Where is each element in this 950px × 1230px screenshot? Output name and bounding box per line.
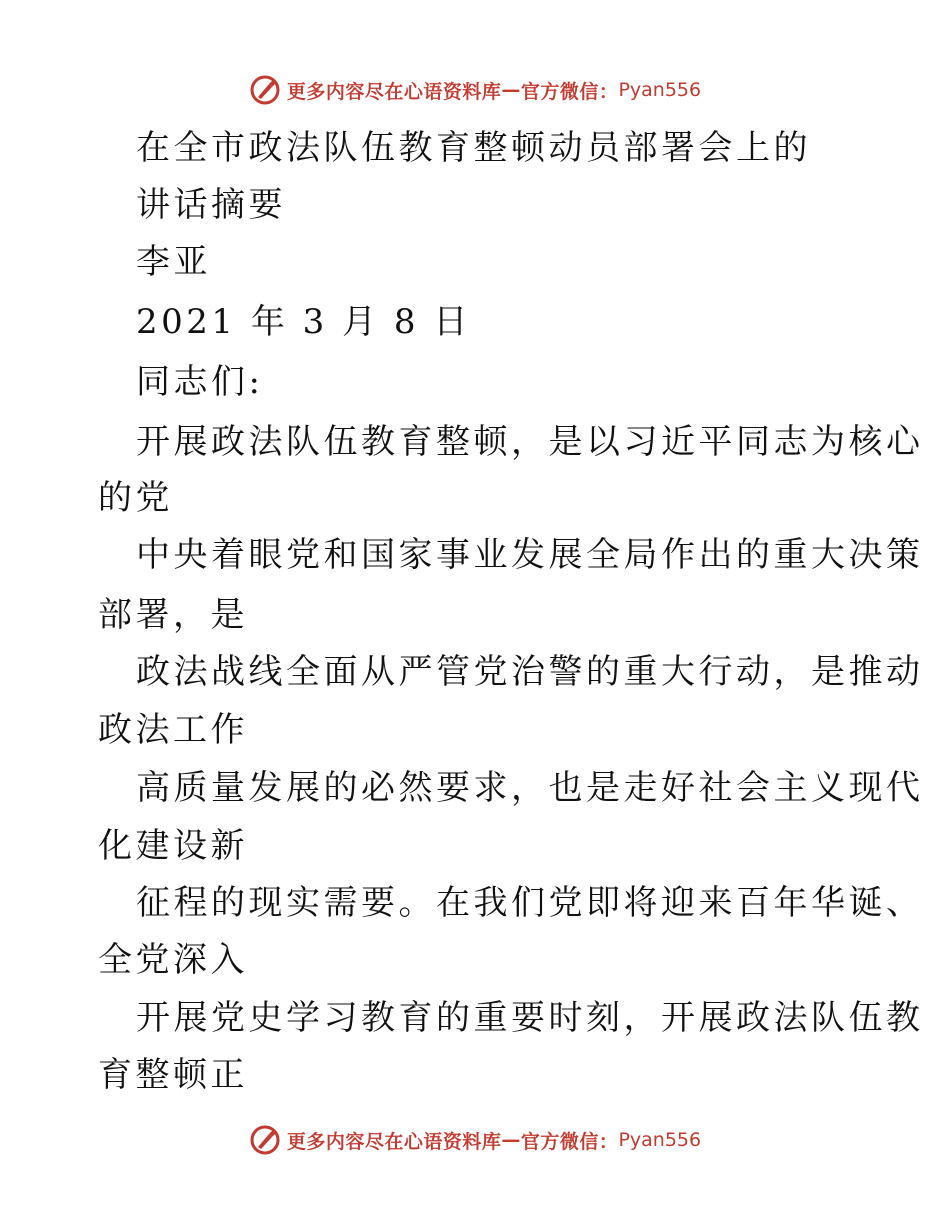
pen-seal-icon xyxy=(249,1124,281,1156)
doc-paragraph-line: 政法工作 xyxy=(98,710,248,750)
footer-banner xyxy=(0,1120,950,1160)
doc-paragraph-line: 高质量发展的必然要求，也是走好社会主义现代 xyxy=(136,768,924,808)
doc-paragraph-line: 政法战线全面从严管党治警的重大行动，是推动 xyxy=(136,652,924,692)
doc-paragraph-line: 开展党史学习教育的重要时刻，开展政法队伍教 xyxy=(136,998,924,1038)
banner-dash: — xyxy=(501,79,521,101)
banner-contact-label: 官方微信： xyxy=(520,80,619,103)
banner-title: 更多内容尽在心语资料库 xyxy=(286,80,502,103)
banner-contact-id: Pyan556 xyxy=(618,79,702,101)
banner-dash: — xyxy=(501,1129,521,1151)
doc-paragraph-line: 中央着眼党和国家事业发展全局作出的重大决策 xyxy=(136,535,924,575)
doc-paragraph-line: 全党深入 xyxy=(98,940,248,980)
doc-title-line-2: 讲话摘要 xyxy=(136,185,286,225)
banner-title: 更多内容尽在心语资料库 xyxy=(286,1130,502,1153)
banner-contact-id: Pyan556 xyxy=(618,1129,702,1151)
header-banner xyxy=(0,70,950,110)
doc-paragraph-line: 化建设新 xyxy=(98,826,248,866)
doc-paragraph-line: 的党 xyxy=(98,478,173,518)
doc-date: 2021 年 3 月 8 日 xyxy=(136,302,471,342)
banner-contact-label: 官方微信： xyxy=(520,1130,619,1153)
doc-title-line-1: 在全市政法队伍教育整顿动员部署会上的 xyxy=(136,128,811,168)
pen-seal-icon xyxy=(249,74,281,106)
doc-paragraph-line: 开展政法队伍教育整顿，是以习近平同志为核心 xyxy=(136,422,924,462)
doc-paragraph-line: 部署，是 xyxy=(98,595,248,635)
doc-salutation: 同志们: xyxy=(136,362,264,402)
doc-paragraph-line: 征程的现实需要。在我们党即将迎来百年华诞、 xyxy=(136,883,924,923)
doc-paragraph-line: 育整顿正 xyxy=(98,1055,248,1095)
doc-author: 李亚 xyxy=(136,242,211,282)
